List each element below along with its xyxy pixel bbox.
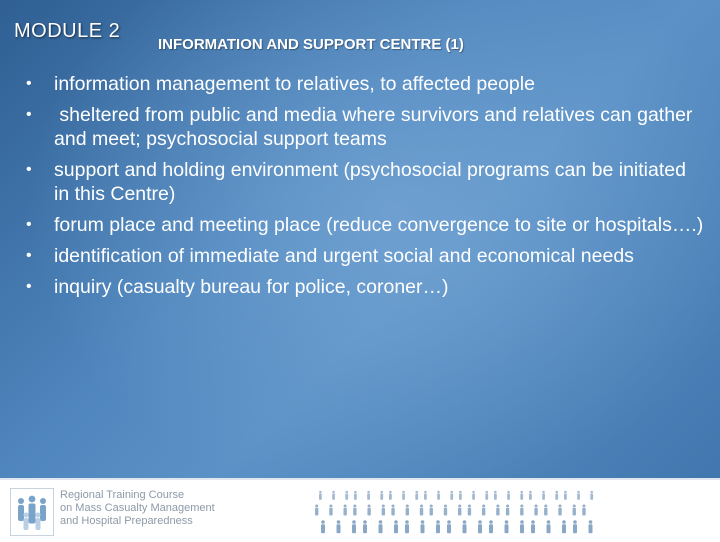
bullet-item	[24, 244, 704, 268]
bullet-dot-icon: •	[26, 106, 32, 123]
who-globe-emblem-icon	[618, 488, 644, 514]
crowd-silhouettes-icon	[315, 484, 605, 540]
bullet-text: support and holding environment (psychosocial programs can be initiated in this Centre)	[54, 159, 686, 205]
who-region: Western Pacific Region	[618, 520, 713, 530]
bullet-item	[24, 275, 704, 299]
bullet-list	[24, 72, 704, 306]
bullet-item	[24, 158, 704, 206]
bullet-text: information management to relatives, to affected people	[54, 73, 535, 95]
slide-title: INFORMATION AND SUPPORT CENTRE (1)	[158, 36, 464, 53]
bullet-item	[24, 213, 704, 237]
bullet-dot-icon: •	[26, 161, 32, 178]
bullet-item	[24, 72, 704, 96]
who-name	[648, 491, 718, 511]
bullet-dot-icon: •	[26, 75, 32, 92]
who-name-line: Organization	[648, 500, 707, 511]
course-title-line: and Hospital Preparedness	[60, 515, 193, 527]
people-group-logo-icon	[10, 488, 54, 536]
course-title	[60, 489, 250, 528]
bullet-text: inquiry (casualty bureau for police, coroner…)	[54, 276, 449, 298]
bullet-dot-icon: •	[26, 247, 32, 264]
who-name-line: World Health	[648, 490, 707, 501]
bullet-dot-icon: •	[26, 216, 32, 233]
course-title-line: on Mass Casualty Management	[60, 502, 215, 514]
module-label: MODULE 2	[14, 20, 121, 42]
bullet-text: identification of immediate and urgent social and economical needs	[54, 245, 634, 267]
course-title-line: Regional Training Course	[60, 489, 185, 501]
bullet-dot-icon: •	[26, 278, 32, 295]
bullet-item	[24, 103, 704, 151]
bullet-text: forum place and meeting place (reduce convergence to site or hospitals….)	[54, 214, 704, 236]
bullet-text: sheltered from public and media where survivors and relatives can gather and meet; psychosocial support teams	[54, 104, 698, 150]
